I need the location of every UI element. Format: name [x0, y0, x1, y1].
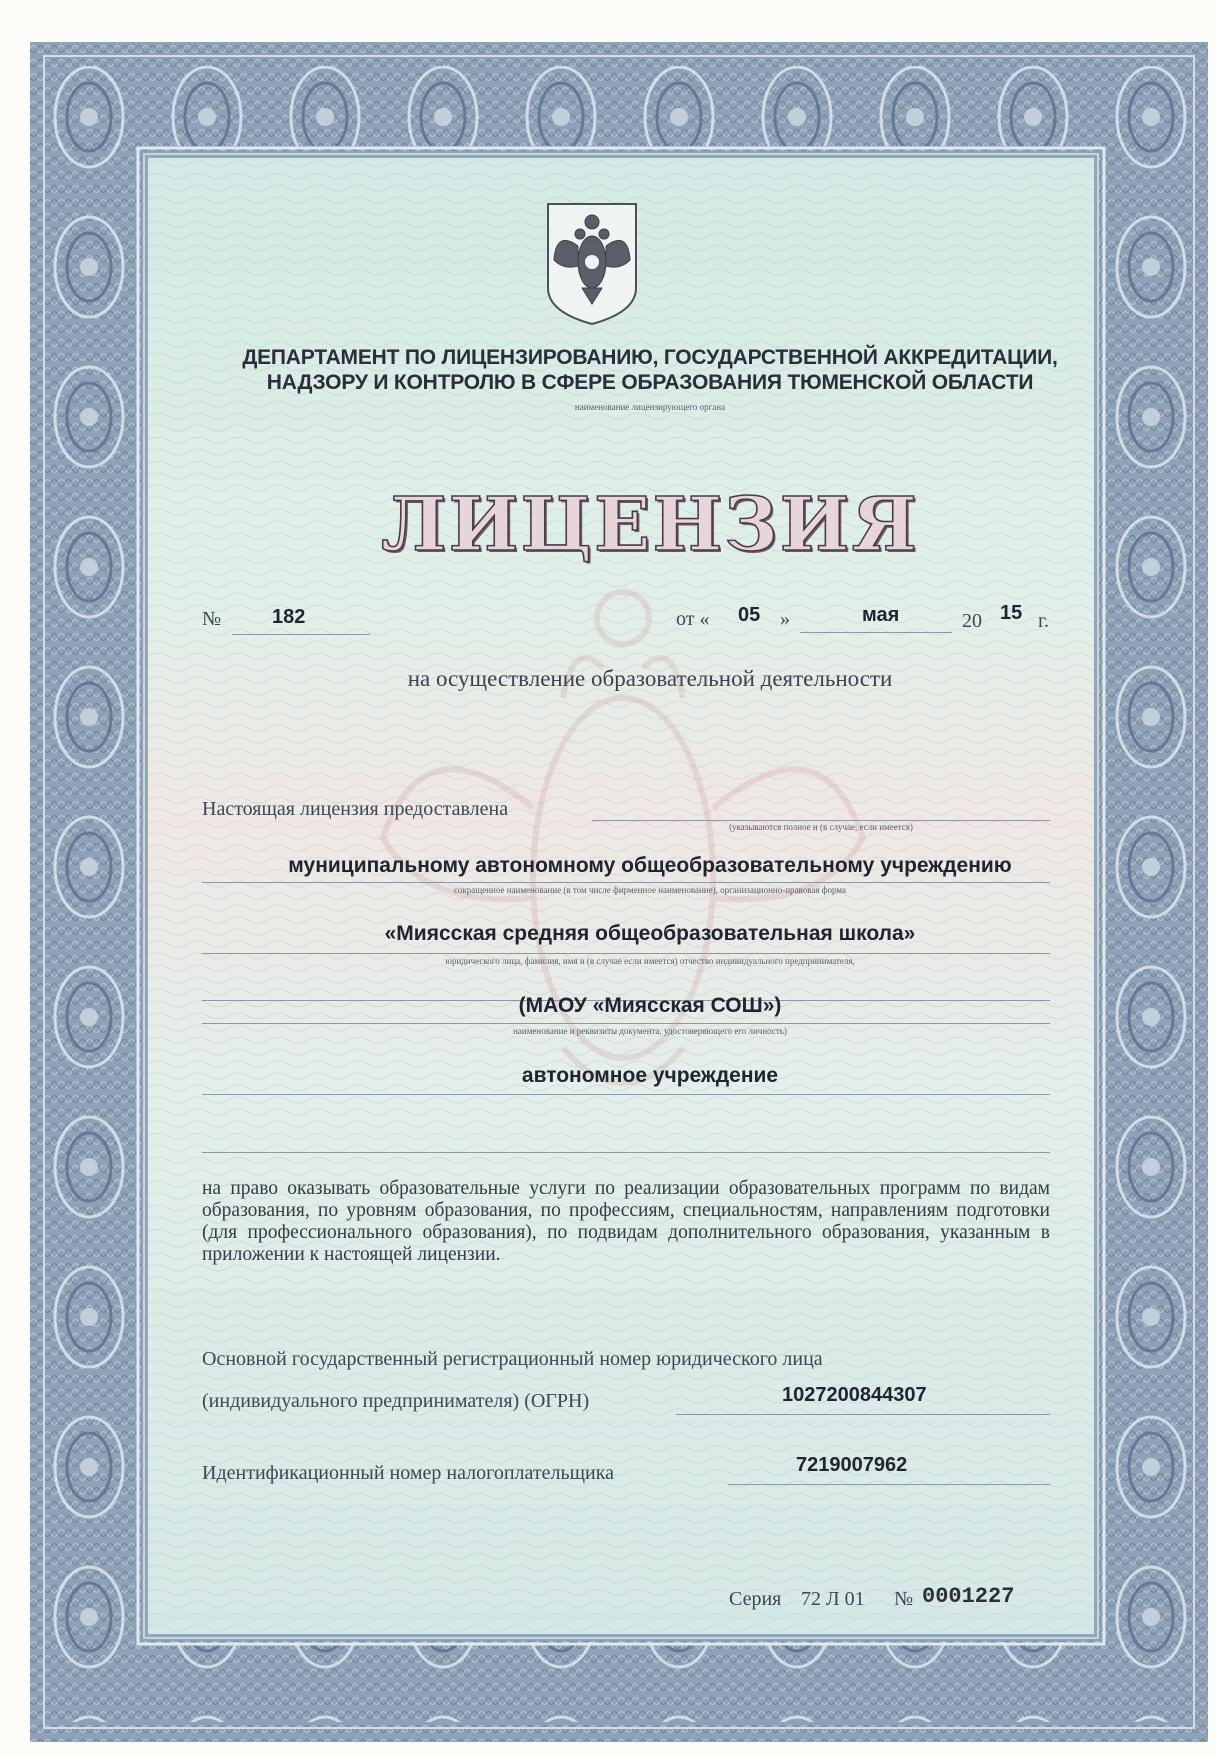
- empty-underline: [202, 1152, 1050, 1153]
- licensee-short-name: (МАОУ «Миясская СОШ»): [518, 994, 782, 1017]
- ogrn-value: 1027200844307: [782, 1384, 927, 1406]
- license-purpose: на осуществление образовательной деятельности: [407, 666, 893, 691]
- license-number: 182: [272, 606, 306, 628]
- inn-label: Идентификационный номер налогоплательщика: [202, 1462, 615, 1484]
- month-underline: [800, 632, 952, 633]
- series-number: 0001227: [922, 1584, 1015, 1609]
- rights-paragraph: на право оказывать образовательные услуги по реализации образовательных программ по видам образования, по уровням образования, по профессиям, специальностям, направлениям подготовки (для профессионального образования), по подвидам дополнительного образования, указанным в приложении к настоящей лицензии.: [202, 1178, 1050, 1265]
- series-code: 72 Л 01: [801, 1588, 865, 1610]
- date-close-quote: »: [780, 608, 790, 630]
- granted-caption-4: наименование и реквизиты документа, удостоверяющего его личность): [513, 1026, 787, 1036]
- inn-underline: [728, 1484, 1050, 1485]
- short-name-underline: [202, 1023, 1050, 1024]
- series-number-label: №: [894, 1588, 914, 1610]
- legal-form-underline: [202, 1094, 1050, 1095]
- granted-caption-2: сокращенное наименование (в том числе фирменное наименование), организационно-правовая форма: [453, 885, 847, 895]
- granted-label: Настоящая лицензия предоставлена: [202, 798, 509, 820]
- ogrn-label-line-1: Основной государственный регистрационный номер юридического лица: [202, 1348, 823, 1370]
- licensee-legal-form: автономное учреждение: [521, 1064, 779, 1087]
- ogrn-label-line-2: (индивидуального предпринимателя) (ОГРН): [202, 1390, 590, 1412]
- organization-caption: наименование лицензирующего органа: [574, 402, 726, 412]
- inn-value: 7219007962: [796, 1454, 908, 1476]
- date-from-label: от «: [676, 608, 710, 630]
- license-year: 15: [1000, 602, 1023, 624]
- series-label: Серия: [729, 1588, 782, 1610]
- year-end: г.: [1038, 610, 1049, 632]
- full-name-underline: [202, 882, 1050, 883]
- license-day: 05: [738, 604, 761, 626]
- document-title: ЛИЦЕНЗИЯ: [381, 482, 919, 568]
- license-number-label: №: [202, 608, 222, 630]
- license-month: мая: [862, 604, 900, 626]
- number-underline: [232, 634, 370, 635]
- licensee-full-name: муниципальному автономному общеобразовательному учреждению: [288, 854, 1012, 877]
- organization-line-2: НАДЗОРУ И КОНТРОЛЮ В СФЕРЕ ОБРАЗОВАНИЯ ТЮМЕНСКОЙ ОБЛАСТИ: [266, 371, 1034, 394]
- ogrn-underline: [676, 1414, 1050, 1415]
- school-name-underline: [202, 953, 1050, 954]
- organization-line-1: ДЕПАРТАМЕНТ ПО ЛИЦЕНЗИРОВАНИЮ, ГОСУДАРСТВЕННОЙ АККРЕДИТАЦИИ,: [242, 346, 1058, 369]
- granted-underline: [592, 820, 1050, 821]
- granted-caption-3: юридического лица, фамилия, имя и (в случае если имеется) отчество индивидуального предпринимателя,: [445, 956, 855, 966]
- year-prefix: 20: [962, 610, 982, 632]
- granted-caption-1: (указываются полное и (в случае, если имеется): [729, 822, 913, 832]
- licensee-school-name: «Миясская средняя общеобразовательная школа»: [384, 922, 916, 945]
